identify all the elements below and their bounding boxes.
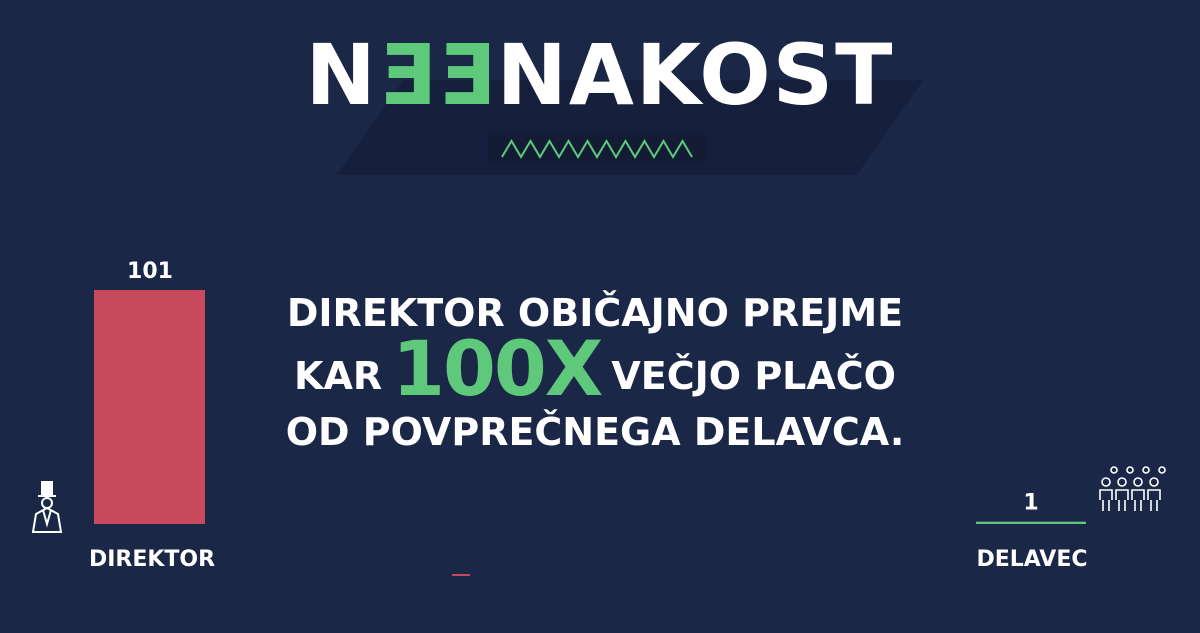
value-label-delavec: 1	[1023, 490, 1039, 516]
worker-back-head	[1143, 467, 1149, 473]
category-label-delavec: DELAVEC	[976, 547, 1088, 572]
headline-line-2-post: VEČJO PLAČO	[611, 354, 896, 398]
worker-body	[1132, 490, 1144, 511]
workers-group-icon	[1100, 467, 1165, 511]
worker-head	[1134, 478, 1142, 486]
director-top-hat-icon	[33, 482, 61, 532]
worker-head	[1102, 478, 1110, 486]
logo-text-left: N	[305, 26, 378, 124]
bar-direktor	[94, 290, 205, 524]
worker-head	[1118, 478, 1126, 486]
headline-multiplier: 100X	[392, 324, 602, 413]
headline-line-2-pre: KAR	[294, 354, 383, 398]
worker-back-head	[1159, 467, 1165, 473]
worker-back-head	[1127, 467, 1133, 473]
logo-text-right: NAKOST	[496, 26, 895, 124]
bar-delavec	[976, 522, 1086, 524]
category-label-direktor: DIREKTOR	[88, 547, 216, 572]
logo-mark: EE	[377, 26, 497, 124]
worker-head	[1150, 478, 1158, 486]
worker-body	[1116, 490, 1128, 511]
headline-line-1: DIREKTOR OBIČAJNO PREJME	[286, 291, 904, 335]
worker-body	[1148, 490, 1160, 511]
worker-body	[1100, 490, 1112, 511]
worker-back-head	[1111, 467, 1117, 473]
value-label-direktor: 101	[127, 259, 173, 284]
headline-line-3: OD POVPREČNEGA DELAVCA.	[285, 410, 905, 454]
